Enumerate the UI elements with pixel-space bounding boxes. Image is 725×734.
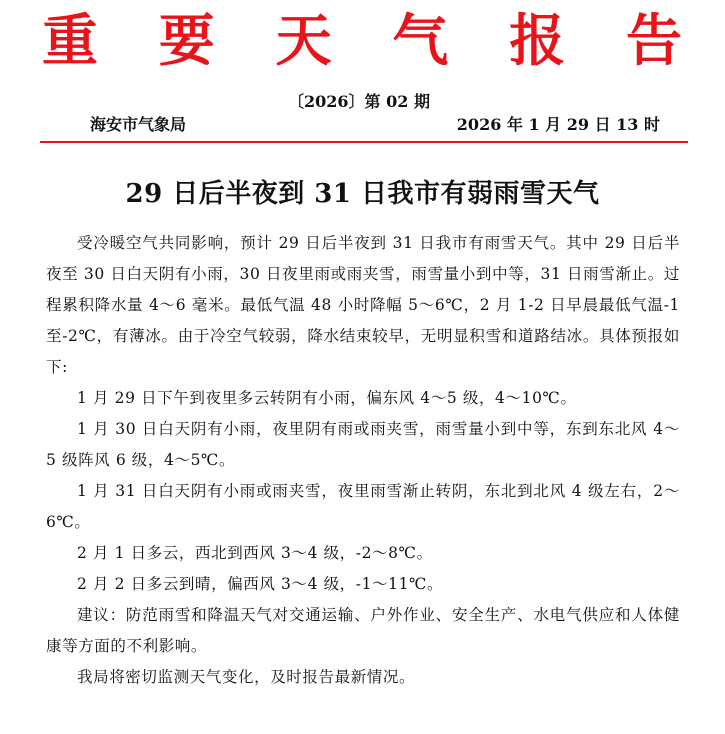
masthead-char: 要 (158, 8, 215, 74)
issue-date: 2026 年 1 月 29 日 13 时 (456, 115, 660, 134)
masthead-char: 天 (275, 8, 332, 74)
header-divider (40, 141, 688, 143)
body-content (46, 228, 680, 693)
masthead-char: 重 (42, 8, 98, 74)
meta-line (0, 114, 725, 138)
agency-name: 海安市气象局 (90, 115, 187, 134)
masthead-char: 气 (392, 8, 449, 74)
masthead-char: 告 (625, 8, 682, 74)
paragraph: 1 月 31 日白天阴有小雨或雨夹雪，夜里雨雪渐止转阴，东北到北风 4 级左右，2～6℃。 (46, 482, 680, 531)
masthead-title (42, 8, 682, 74)
issue-number: 〔2026〕第 02 期 (288, 92, 430, 111)
paragraph: 2 月 2 日多云到晴，偏西风 3～4 级，-1～11℃。 (77, 575, 444, 593)
paragraph: 我局将密切监测天气变化，及时报告最新情况。 (77, 668, 416, 686)
masthead (0, 8, 725, 78)
headline: 29 日后半夜到 31 日我市有弱雨雪天气 (125, 179, 600, 209)
paragraph: 2 月 1 日多云，西北到西风 3～4 级，-2～8℃。 (77, 544, 433, 562)
paragraph: 1 月 29 日下午到夜里多云转阴有小雨，偏东风 4～5 级，4～10℃。 (77, 389, 577, 407)
masthead-char: 报 (509, 8, 566, 74)
issue-line (0, 92, 725, 116)
paragraph: 建议：防范雨雪和降温天气对交通运输、户外作业、安全生产、水电气供应和人体健康等方面的不利影响。 (46, 606, 680, 655)
paragraph: 受冷暖空气共同影响，预计 29 日后半夜到 31 日我市有雨雪天气。其中 29 日后半夜至 30 日白天阴有小雨，30 日夜里雨或雨夹雪，雨雪量小到中等，31 日雨雪渐止。过程累积降水量 4～6 毫米。最低气温 48 小时降幅 5～6℃，2 月 1-2 日早晨最低气温-1 至-2℃，有薄冰。由于冷空气较弱，降水结束较早，无明显积雪和道路结冰。具体预报如下: (46, 234, 680, 376)
paragraph: 1 月 30 日白天阴有小雨，夜里阴有雨或雨夹雪，雨雪量小到中等，东到东北风 4～5 级阵风 6 级，4～5℃。 (46, 420, 680, 469)
